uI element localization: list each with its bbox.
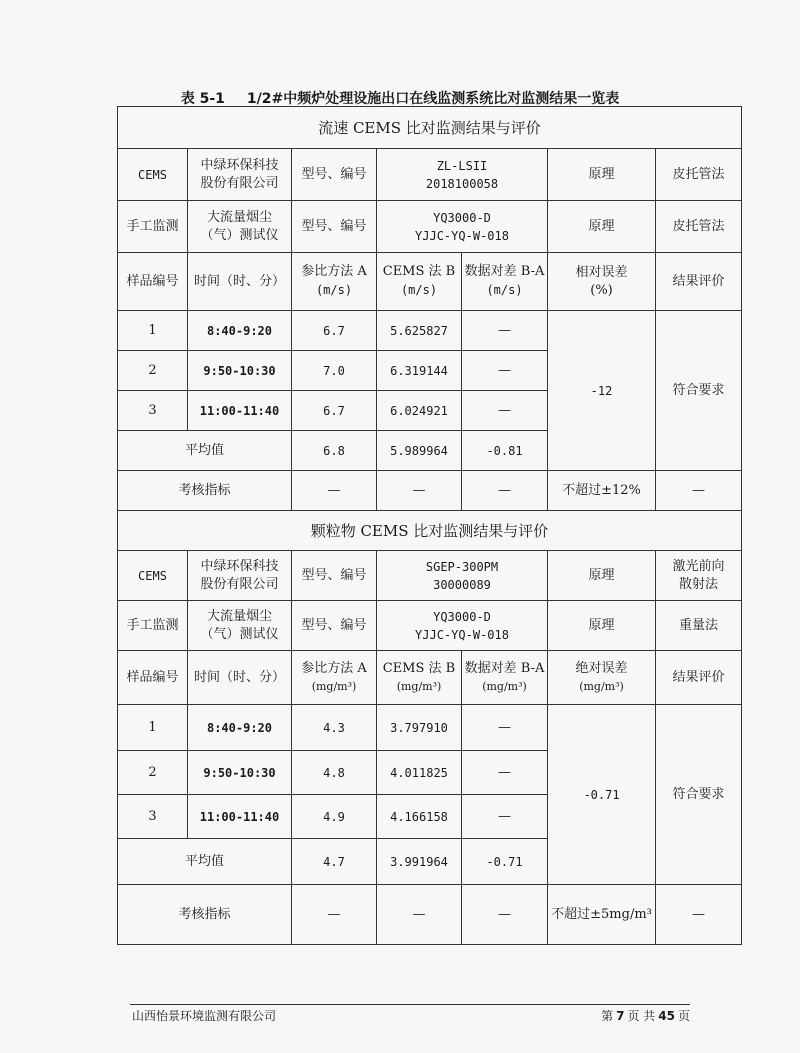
manufacturer-line-1: 中绿环保科技	[200, 558, 279, 574]
table-row	[118, 311, 742, 351]
sample-time: 11:00-11:40	[188, 795, 292, 839]
particle-cems-row	[118, 551, 742, 601]
instrument-line-2: （气）测试仪	[200, 227, 279, 243]
dash: —	[377, 471, 462, 511]
diff-label: 数据对差 B-A	[464, 660, 545, 676]
flow-index-eval: —	[656, 471, 742, 511]
page-suffix: 页	[677, 1009, 690, 1023]
dash: —	[292, 885, 377, 945]
principle-label: 原理	[548, 551, 656, 601]
index-label: 考核指标	[118, 885, 292, 945]
model-label: 型号、编号	[292, 201, 377, 253]
principle-line-1: 激光前向	[672, 558, 725, 574]
particle-cems-model	[377, 551, 548, 601]
value-diff: —	[462, 795, 548, 839]
particle-unit: (mg/m³)	[482, 679, 527, 693]
particle-manual-row	[118, 601, 742, 651]
flow-index-value: 不超过±12%	[548, 471, 656, 511]
value-a: 4.9	[292, 795, 377, 839]
particle-column-header	[118, 651, 742, 705]
model-label: 型号、编号	[292, 601, 377, 651]
diff-header	[462, 651, 548, 705]
flow-cems-model-name: ZL-LSII	[436, 158, 488, 173]
manufacturer-line-1: 中绿环保科技	[200, 157, 279, 173]
sample-no: 1	[118, 705, 188, 751]
ref-method-label: 参比方法 A	[301, 264, 367, 279]
sample-time: 8:40-9:20	[188, 705, 292, 751]
time-header: 时间（时、分）	[188, 651, 292, 705]
value-b: 6.319144	[377, 351, 462, 391]
particle-index-row	[118, 885, 742, 945]
sample-no: 2	[118, 751, 188, 795]
avg-diff: -0.71	[462, 839, 548, 885]
particle-cems-model-name: SGEP-300PM	[425, 559, 499, 574]
sample-time: 9:50-10:30	[188, 751, 292, 795]
instrument-line-1: 大流量烟尘	[206, 209, 272, 225]
particle-absolute-error: -0.71	[548, 705, 656, 885]
diff-header	[462, 253, 548, 311]
avg-b: 3.991964	[377, 839, 462, 885]
error-header	[548, 253, 656, 311]
eval-header: 结果评价	[656, 651, 742, 705]
particle-manual-model-name: YQ3000-D	[433, 609, 491, 624]
sample-no-header: 样品编号	[118, 651, 188, 705]
value-a: 6.7	[292, 391, 377, 431]
dash: —	[462, 885, 548, 945]
sample-no: 2	[118, 351, 188, 391]
instrument-line-1: 大流量烟尘	[206, 608, 272, 624]
value-a: 7.0	[292, 351, 377, 391]
manufacturer-line-2: 股份有限公司	[200, 175, 279, 191]
flow-evaluation: 符合要求	[656, 311, 742, 471]
cems-method-label: CEMS 法 B	[382, 660, 456, 676]
comparison-table	[117, 106, 742, 945]
dash: —	[462, 471, 548, 511]
flow-manual-model	[377, 201, 548, 253]
flow-cems-serial: 2018100058	[425, 176, 499, 191]
sample-no: 3	[118, 795, 188, 839]
cems-method-label: CEMS 法 B	[382, 264, 456, 279]
flow-unit: (m/s)	[400, 283, 438, 297]
model-label: 型号、编号	[292, 149, 377, 201]
value-a: 4.8	[292, 751, 377, 795]
flow-section-header	[118, 107, 742, 149]
index-label: 考核指标	[118, 471, 292, 511]
sample-no-header: 样品编号	[118, 253, 188, 311]
value-b: 4.011825	[377, 751, 462, 795]
particle-cems-principle	[656, 551, 742, 601]
eval-header: 结果评价	[656, 253, 742, 311]
particle-unit: (mg/m³)	[311, 679, 357, 693]
flow-unit: (m/s)	[315, 283, 353, 297]
particle-section-title: 颗粒物 CEMS 比对监测结果与评价	[118, 511, 742, 551]
particle-manual-model	[377, 601, 548, 651]
manual-label: 手工监测	[118, 601, 188, 651]
flow-error-label: 相对误差	[575, 264, 628, 280]
average-label: 平均值	[118, 431, 292, 471]
flow-cems-model	[377, 149, 548, 201]
particle-section-header	[118, 511, 742, 551]
footer-company: 山西怡景环境监测有限公司	[132, 1009, 277, 1023]
cems-label: CEMS	[118, 149, 188, 201]
flow-column-header	[118, 253, 742, 311]
instrument	[188, 201, 292, 253]
manufacturer-line-2: 股份有限公司	[200, 576, 279, 592]
table-caption	[0, 88, 800, 108]
flow-error-unit: (%)	[590, 282, 613, 298]
flow-index-row	[118, 471, 742, 511]
particle-index-eval: —	[656, 885, 742, 945]
manufacturer	[188, 551, 292, 601]
cems-method-header	[377, 253, 462, 311]
value-diff: —	[462, 351, 548, 391]
ref-method-header	[292, 651, 377, 705]
dash: —	[377, 885, 462, 945]
dash: —	[292, 471, 377, 511]
particle-index-value: 不超过±5mg/m³	[548, 885, 656, 945]
particle-error-label: 绝对误差	[575, 660, 628, 676]
flow-manual-model-name: YQ3000-D	[433, 210, 491, 225]
value-b: 3.797910	[377, 705, 462, 751]
error-header	[548, 651, 656, 705]
diff-label: 数据对差 B-A	[464, 264, 545, 279]
flow-cems-principle: 皮托管法	[656, 149, 742, 201]
sample-time: 9:50-10:30	[188, 351, 292, 391]
sample-time: 11:00-11:40	[188, 391, 292, 431]
particle-unit: (mg/m³)	[396, 679, 442, 693]
particle-evaluation: 符合要求	[656, 705, 742, 885]
page-footer	[130, 1004, 690, 1023]
ref-method-header	[292, 253, 377, 311]
sample-time: 8:40-9:20	[188, 311, 292, 351]
instrument-line-2: （气）测试仪	[200, 626, 279, 642]
manual-label: 手工监测	[118, 201, 188, 253]
table-row	[118, 705, 742, 751]
flow-manual-serial: YJJC-YQ-W-018	[415, 228, 509, 243]
page-prefix: 第	[601, 1009, 614, 1023]
value-a: 4.3	[292, 705, 377, 751]
total-pages: 45	[658, 1009, 675, 1023]
sample-no: 1	[118, 311, 188, 351]
manufacturer	[188, 149, 292, 201]
value-diff: —	[462, 311, 548, 351]
flow-manual-row	[118, 201, 742, 253]
ref-method-label: 参比方法 A	[301, 660, 367, 676]
average-label: 平均值	[118, 839, 292, 885]
flow-unit: (m/s)	[486, 283, 523, 297]
caption-number: 表 5-1	[180, 91, 225, 107]
avg-a: 4.7	[292, 839, 377, 885]
principle-label: 原理	[548, 601, 656, 651]
avg-diff: -0.81	[462, 431, 548, 471]
particle-manual-serial: YJJC-YQ-W-018	[415, 627, 509, 642]
value-b: 6.024921	[377, 391, 462, 431]
principle-label: 原理	[548, 149, 656, 201]
value-b: 5.625827	[377, 311, 462, 351]
particle-cems-serial: 30000089	[433, 577, 491, 592]
page-mid: 页 共	[627, 1009, 656, 1023]
principle-label: 原理	[548, 201, 656, 253]
value-diff: —	[462, 705, 548, 751]
cems-method-header	[377, 651, 462, 705]
value-a: 6.7	[292, 311, 377, 351]
flow-relative-error: -12	[548, 311, 656, 471]
page-number	[601, 1007, 690, 1024]
model-label: 型号、编号	[292, 551, 377, 601]
flow-section-title: 流速 CEMS 比对监测结果与评价	[118, 107, 742, 149]
sample-no: 3	[118, 391, 188, 431]
avg-a: 6.8	[292, 431, 377, 471]
caption-title: 1/2#中频炉处理设施出口在线监测系统比对监测结果一览表	[246, 91, 620, 107]
time-header: 时间（时、分）	[188, 253, 292, 311]
value-diff: —	[462, 751, 548, 795]
flow-manual-principle: 皮托管法	[656, 201, 742, 253]
particle-manual-principle: 重量法	[656, 601, 742, 651]
principle-line-2: 散射法	[678, 576, 718, 592]
value-diff: —	[462, 391, 548, 431]
value-b: 4.166158	[377, 795, 462, 839]
flow-cems-row	[118, 149, 742, 201]
instrument	[188, 601, 292, 651]
avg-b: 5.989964	[377, 431, 462, 471]
current-page: 7	[616, 1009, 625, 1023]
particle-error-unit: (mg/m³)	[579, 679, 624, 693]
cems-label: CEMS	[118, 551, 188, 601]
